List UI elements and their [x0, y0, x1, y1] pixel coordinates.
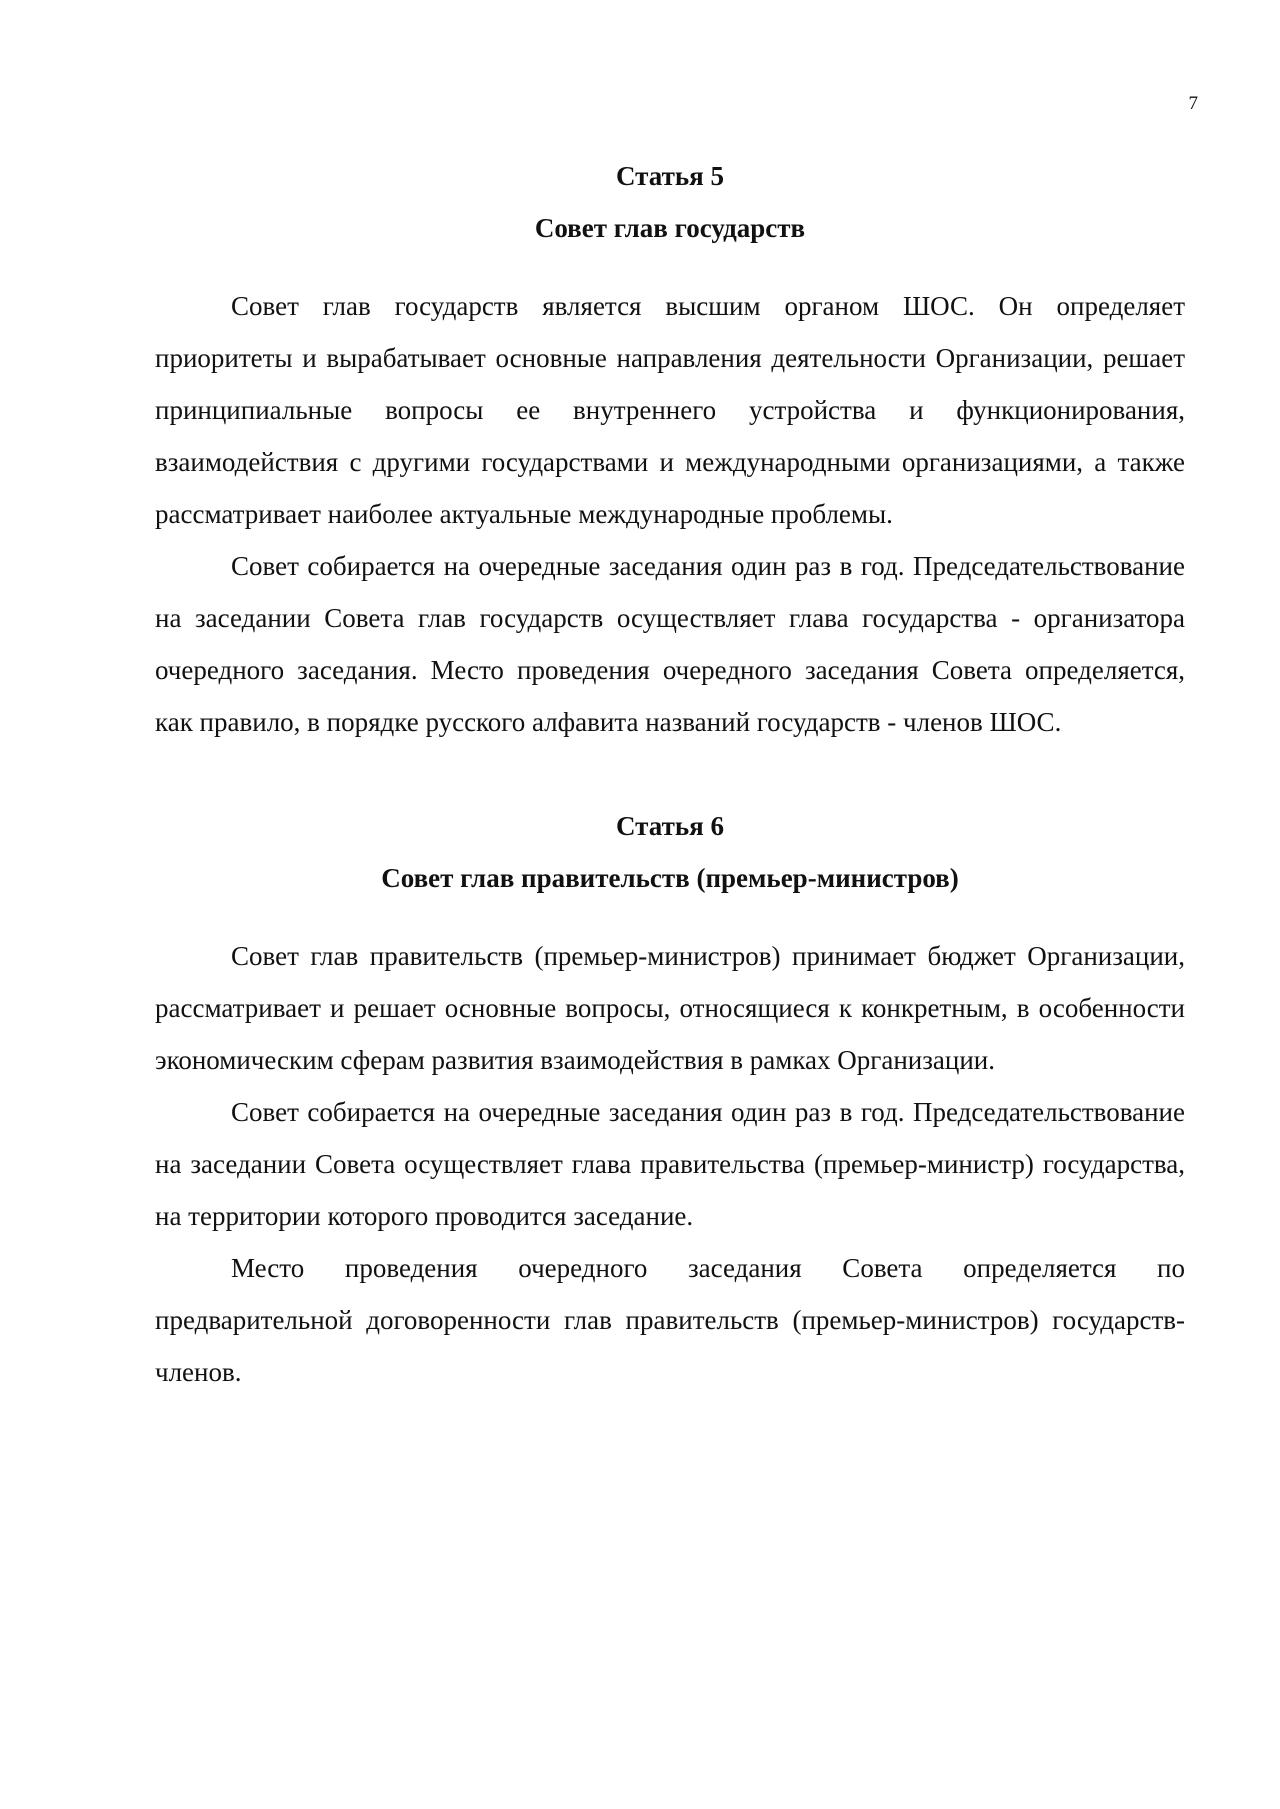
page-number: 7 — [1188, 93, 1198, 114]
article-subtitle: Совет глав государств — [534, 213, 806, 243]
article-title: Статья 6 — [616, 811, 724, 841]
spacer — [155, 904, 1185, 930]
paragraph: Место проведения очередного заседания Совета определяется по предварительной договоренности глав правительств (премьер-министров) государств-членов. — [155, 1253, 1185, 1387]
paragraph: Совет глав государств является высшим органом ШОС. Он определяет приоритеты и вырабатывает основные направления деятельности Организации, решает принципиальные вопросы ее внутреннего устройства и функционирования, взаимодействия с другими государствами и международными организациями, а также рассматривает наиболее актуальные международные проблемы. — [155, 291, 1185, 529]
paragraph: Совет глав правительств (премьер-министров) принимает бюджет Организации, рассматривает и решает основные вопросы, относящиеся к конкретным, в особенности экономическим сферам развития взаимодействия в рамках Организации. — [155, 941, 1185, 1075]
article-6 — [155, 800, 1185, 1398]
paragraph: Совет собирается на очередные заседания один раз в год. Председательствование на заседании Совета осуществляет глава правительства (премьер-министр) государства, на территории которого проводится заседание. — [155, 1097, 1185, 1231]
article-title: Статья 5 — [616, 161, 724, 191]
paragraph: Совет собирается на очередные заседания один раз в год. Председательствование на заседании Совета глав государств осуществляет глава государства - организатора очередного заседания. Место проведения очередного заседания Совета определяется, как правило, в порядке русского алфавита названий государств - членов ШОС. — [155, 551, 1185, 737]
article-5 — [155, 150, 1185, 748]
document-body — [155, 150, 1185, 1398]
spacer — [155, 748, 1185, 800]
article-subtitle: Совет глав правительств (премьер-министров) — [381, 863, 959, 893]
spacer — [155, 254, 1185, 280]
